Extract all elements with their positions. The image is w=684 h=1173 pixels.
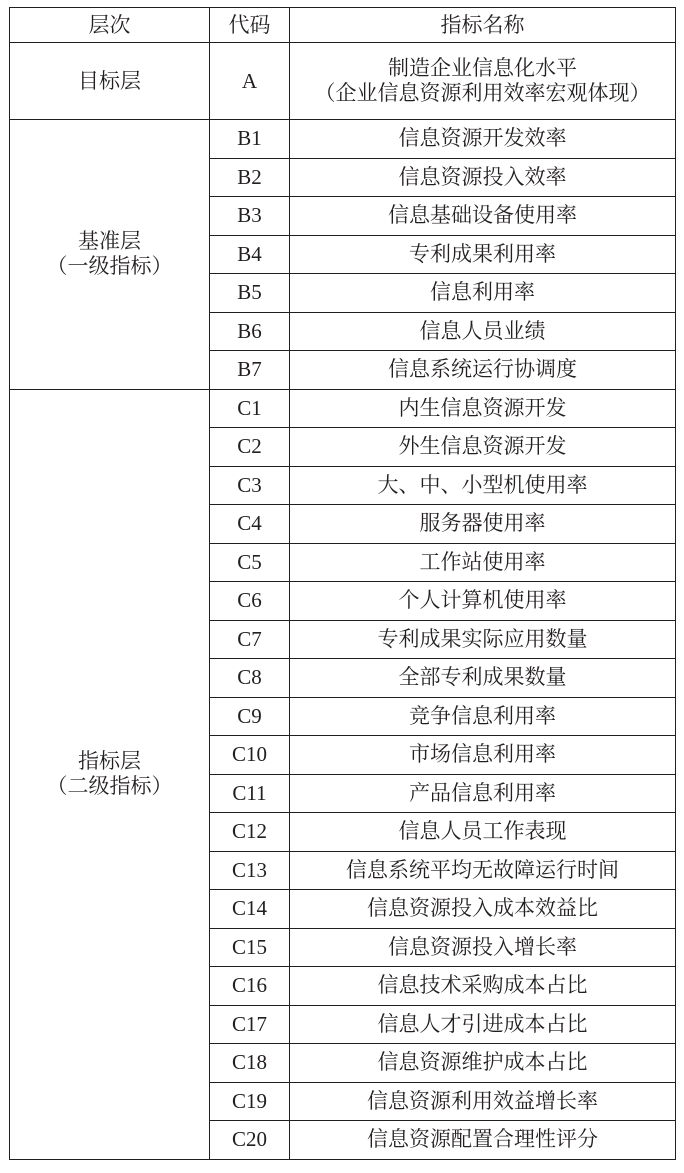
indicator-level-cell bbox=[10, 389, 210, 1159]
header-code: 代码 bbox=[210, 8, 290, 43]
indicator-level-label: 指标层 bbox=[78, 749, 141, 773]
indicator-name-cell: 信息人才引进成本占比 bbox=[290, 1005, 676, 1044]
indicator-name-cell: 信息资源利用效益增长率 bbox=[290, 1082, 676, 1121]
indicator-name-cell: 信息技术采购成本占比 bbox=[290, 967, 676, 1006]
indicator-code-cell: C20 bbox=[210, 1121, 290, 1160]
criteria-level-sublabel: （一级指标） bbox=[46, 254, 173, 279]
criteria-name-cell: 信息资源投入效率 bbox=[290, 158, 676, 197]
indicator-name-cell: 信息资源配置合理性评分 bbox=[290, 1121, 676, 1160]
indicator-name-cell: 专利成果实际应用数量 bbox=[290, 620, 676, 659]
indicator-code-cell: C11 bbox=[210, 774, 290, 813]
indicator-code-cell: C4 bbox=[210, 505, 290, 544]
goal-level-label: 目标层 bbox=[78, 68, 141, 93]
header-row bbox=[10, 8, 676, 43]
criteria-level-label: 基准层 bbox=[78, 229, 141, 254]
indicator-code-cell: C17 bbox=[210, 1005, 290, 1044]
indicator-name-cell: 个人计算机使用率 bbox=[290, 582, 676, 621]
goal-row bbox=[10, 43, 676, 120]
indicator-code-cell: C16 bbox=[210, 967, 290, 1006]
indicator-level-sublabel: （二级指标） bbox=[46, 774, 173, 798]
indicator-code-cell: C19 bbox=[210, 1082, 290, 1121]
header-name: 指标名称 bbox=[290, 8, 676, 43]
indicator-name-cell: 竞争信息利用率 bbox=[290, 697, 676, 736]
indicator-system-table bbox=[9, 7, 676, 1160]
indicator-code-cell: C12 bbox=[210, 813, 290, 852]
indicator-name-cell: 服务器使用率 bbox=[290, 505, 676, 544]
indicator-name-cell: 外生信息资源开发 bbox=[290, 428, 676, 467]
indicator-row bbox=[10, 389, 676, 428]
indicator-name-cell: 信息资源维护成本占比 bbox=[290, 1044, 676, 1083]
header-level: 层次 bbox=[10, 8, 210, 43]
indicator-code-cell: C7 bbox=[210, 620, 290, 659]
criteria-code-cell: B3 bbox=[210, 197, 290, 236]
criteria-code-cell: B7 bbox=[210, 351, 290, 390]
indicator-code-cell: C5 bbox=[210, 543, 290, 582]
indicator-code-cell: C14 bbox=[210, 890, 290, 929]
criteria-name-cell: 信息人员业绩 bbox=[290, 312, 676, 351]
indicator-code-cell: C2 bbox=[210, 428, 290, 467]
goal-code-cell: A bbox=[210, 43, 290, 120]
indicator-name-cell: 市场信息利用率 bbox=[290, 736, 676, 775]
indicator-name-cell: 信息系统平均无故障运行时间 bbox=[290, 851, 676, 890]
indicator-code-cell: C1 bbox=[210, 389, 290, 428]
criteria-name-cell: 信息基础设备使用率 bbox=[290, 197, 676, 236]
goal-name-sub: （企业信息资源利用效率宏观体现） bbox=[314, 81, 651, 105]
indicator-code-cell: C15 bbox=[210, 928, 290, 967]
indicator-code-cell: C6 bbox=[210, 582, 290, 621]
indicator-code-cell: C13 bbox=[210, 851, 290, 890]
indicator-name-cell: 信息人员工作表现 bbox=[290, 813, 676, 852]
criteria-name-cell: 信息资源开发效率 bbox=[290, 120, 676, 159]
criteria-code-cell: B5 bbox=[210, 274, 290, 313]
criteria-name-cell: 信息利用率 bbox=[290, 274, 676, 313]
indicator-name-cell: 产品信息利用率 bbox=[290, 774, 676, 813]
criteria-code-cell: B4 bbox=[210, 235, 290, 274]
indicator-code-cell: C3 bbox=[210, 466, 290, 505]
criteria-name-cell: 信息系统运行协调度 bbox=[290, 351, 676, 390]
indicator-name-cell: 信息资源投入成本效益比 bbox=[290, 890, 676, 929]
criteria-row bbox=[10, 120, 676, 159]
indicator-code-cell: C9 bbox=[210, 697, 290, 736]
goal-name: 制造企业信息化水平 bbox=[388, 56, 577, 80]
indicator-name-cell: 内生信息资源开发 bbox=[290, 389, 676, 428]
indicator-name-cell: 工作站使用率 bbox=[290, 543, 676, 582]
indicator-name-cell: 全部专利成果数量 bbox=[290, 659, 676, 698]
goal-name-cell bbox=[290, 43, 676, 120]
indicator-code-cell: C10 bbox=[210, 736, 290, 775]
criteria-code-cell: B6 bbox=[210, 312, 290, 351]
criteria-name-cell: 专利成果利用率 bbox=[290, 235, 676, 274]
indicator-name-cell: 信息资源投入增长率 bbox=[290, 928, 676, 967]
criteria-code-cell: B1 bbox=[210, 120, 290, 159]
indicator-code-cell: C18 bbox=[210, 1044, 290, 1083]
indicator-name-cell: 大、中、小型机使用率 bbox=[290, 466, 676, 505]
goal-level-cell bbox=[10, 43, 210, 120]
criteria-code-cell: B2 bbox=[210, 158, 290, 197]
indicator-code-cell: C8 bbox=[210, 659, 290, 698]
criteria-level-cell bbox=[10, 120, 210, 390]
